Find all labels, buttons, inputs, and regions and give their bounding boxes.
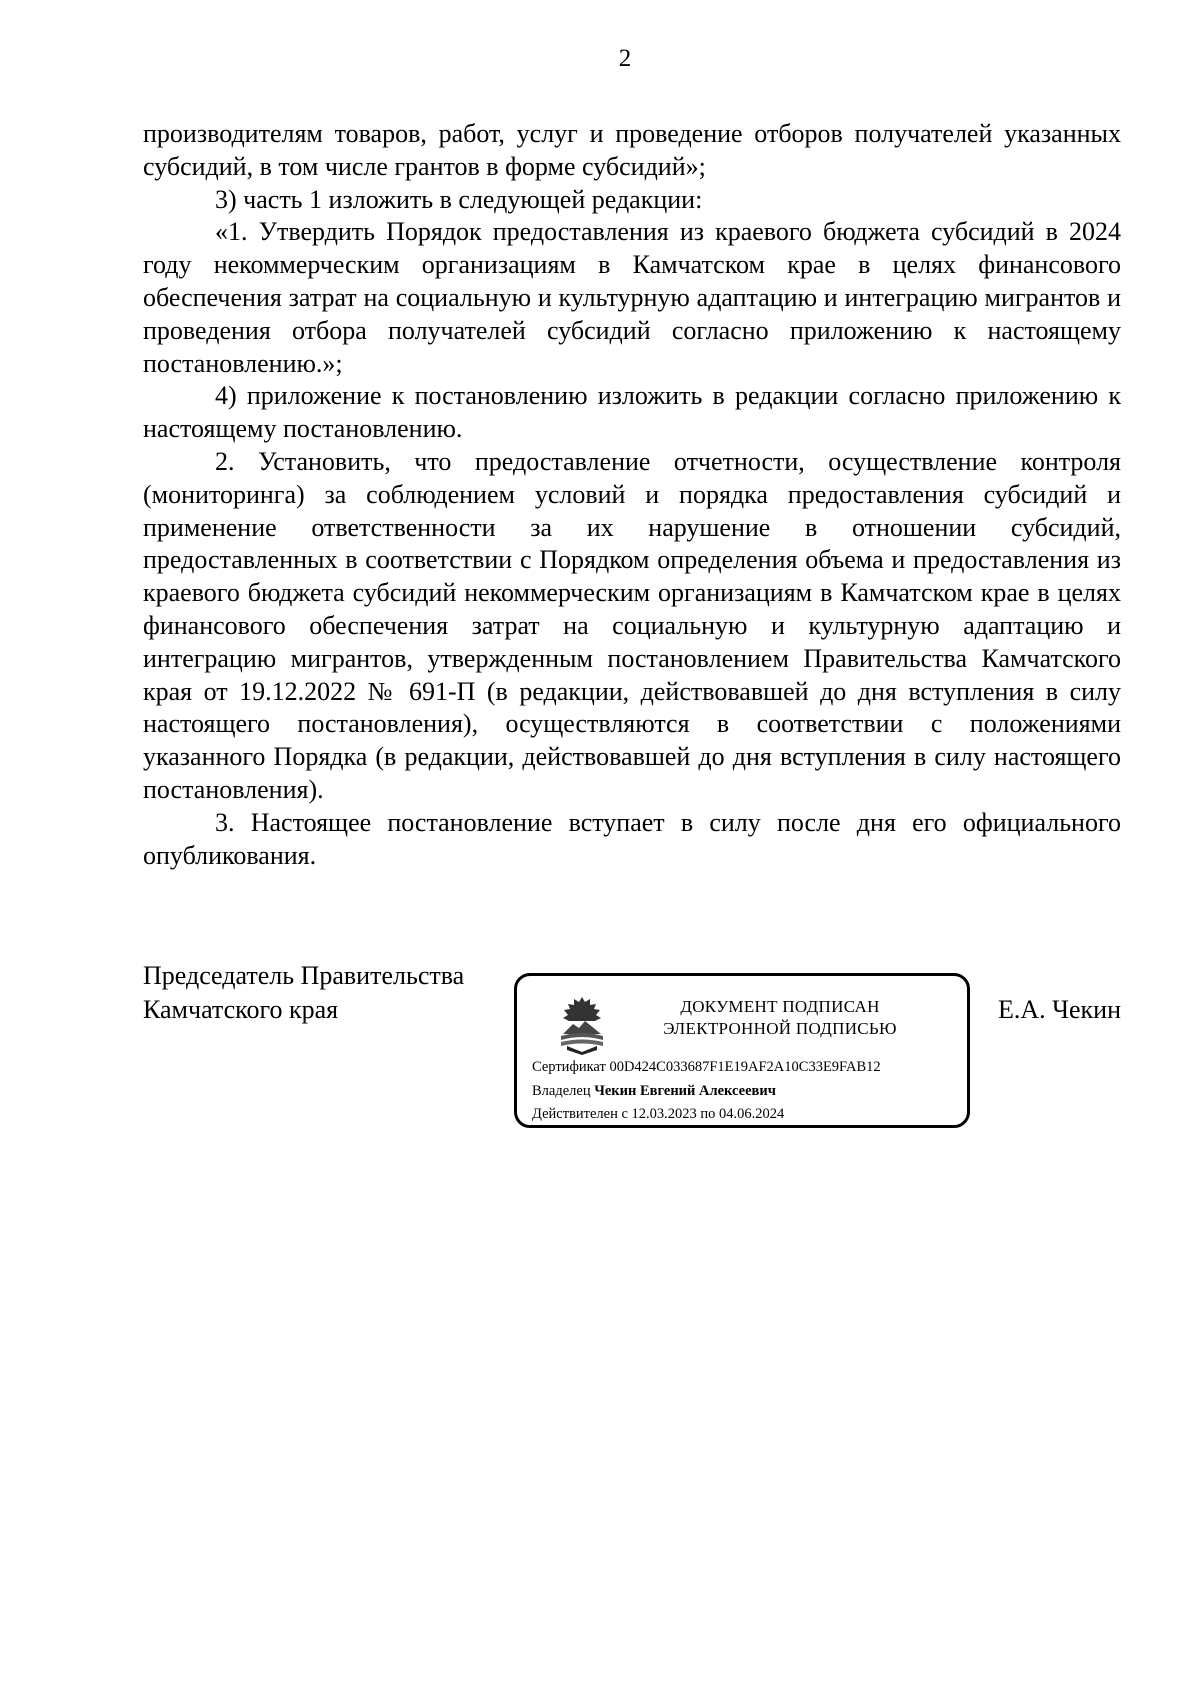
paragraph: 2. Установить, что предоставление отчетности, осуществление контроля (мониторинга) за соблюдением условий и порядка предоставления субсидий и применение ответственности за их нарушение в отношении субсидий, предоставленных в соответствии с Порядком определения объема и предоставления из краевого бюджета субсидий некоммерческим организациям в Камчатском крае в целях финансового обеспечения затрат на социальную и культурную адаптацию и интеграцию мигрантов, утвержденным постановлением Правительства Камчатского края от 19.12.2022 № 691-П (в редакции, действовавшей до дня вступления в силу настоящего постановления), осуществляются в соответствии с положениями указанного Порядка (в редакции, действовавшей до дня вступления в силу настоящего постановления).: [143, 446, 1121, 804]
stamp-title-line: ДОКУМЕНТ ПОДПИСАН: [680, 997, 880, 1016]
paragraph: 3) часть 1 изложить в следующей редакции:: [215, 184, 703, 214]
stamp-validity: Действителен с 12.03.2023 по 04.06.2024: [532, 1106, 785, 1122]
certificate-label: Сертификат: [532, 1059, 606, 1075]
certificate-value: 00D424C033687F1E19AF2A10C33E9FAB12: [609, 1059, 881, 1075]
owner-label: Владелец: [532, 1083, 591, 1099]
page-number: 2: [618, 45, 632, 72]
paragraph: 4) приложение к постановлению изложить в редакции согласно приложению к настоящему постановлению.: [143, 381, 1121, 444]
paragraph: производителям товаров, работ, услуг и проведение отборов получателей указанных субсидий, в том числе грантов в форме субсидий»;: [143, 119, 1121, 181]
owner-value: Чекин Евгений Алексеевич: [594, 1083, 776, 1099]
paragraph: 3. Настоящее постановление вступает в силу после дня его официального опубликования.: [143, 807, 1121, 870]
signatory-position-line: Камчатского края: [143, 995, 339, 1024]
stamp-certificate: [532, 1058, 881, 1076]
electronic-signature-stamp: [514, 973, 970, 1128]
stamp-title: [625, 996, 935, 1040]
signatory-name: Е.А. Чекин: [997, 995, 1121, 1024]
stamp-title-line: ЭЛЕКТРОННОЙ ПОДПИСЬЮ: [663, 1019, 897, 1038]
paragraph: «1. Утвердить Порядок предоставления из краевого бюджета субсидий в 2024 году некоммерческим организациям в Камчатском крае в целях финансового обеспечения затрат на социальную и культурную адаптацию и интеграцию мигрантов и проведения отбора получателей субсидий согласно приложению к настоящему постановлению.»;: [143, 217, 1121, 378]
signatory-position: [143, 959, 464, 1027]
signatory-position-line: Председатель Правительства: [143, 961, 465, 990]
stamp-owner: [532, 1082, 776, 1100]
kamchatka-emblem-icon: [555, 994, 609, 1056]
document-body: [143, 118, 1121, 872]
